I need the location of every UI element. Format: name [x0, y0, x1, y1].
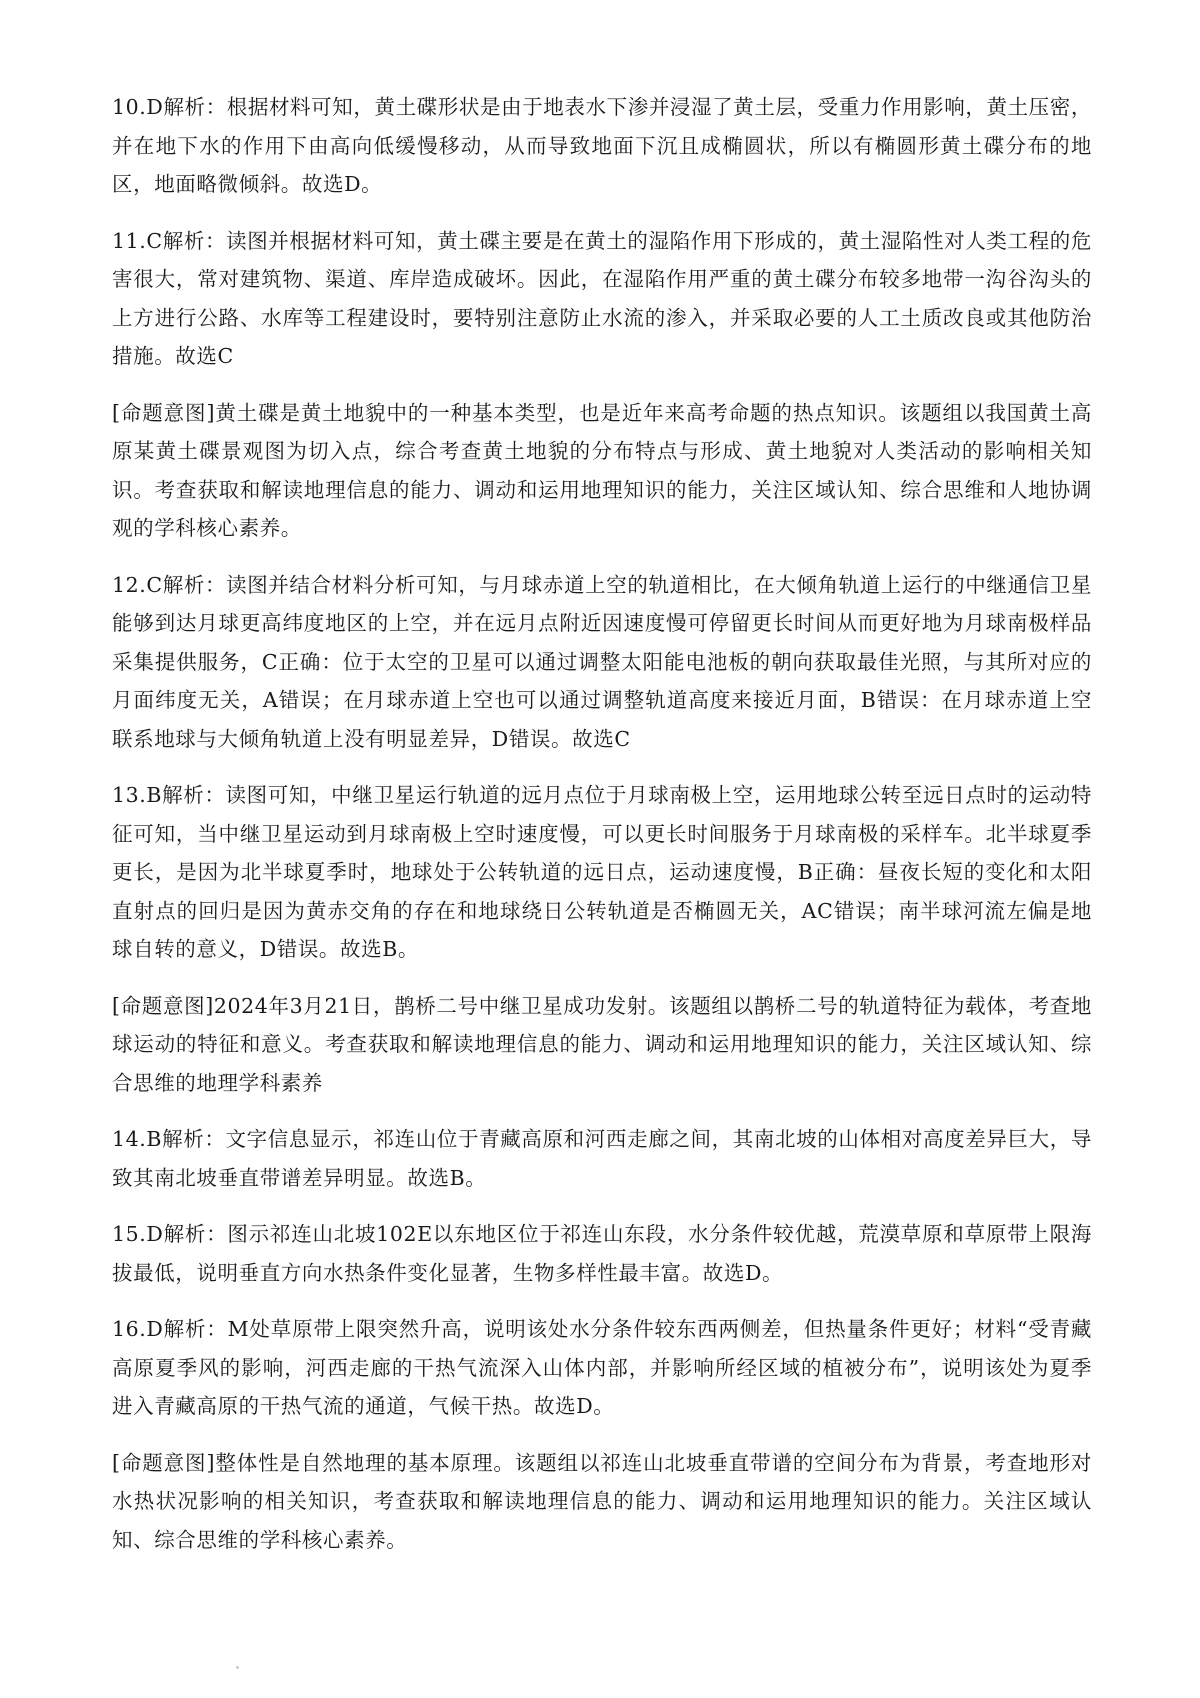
intent-note-loess-paragraph: [命题意图]黄土碟是黄土地貌中的一种基本类型，也是近年来高考命题的热点知识。该题组以我国黄土高原某黄土碟景观图为切入点，综合考查黄土地貌的分布特点与形成、黄土地貌对人类活动的影响相关知识。考查获取和解读地理信息的能力、调动和运用地理知识的能力，关注区域认知、综合思维和人地协调观的学科核心素养。 [112, 400, 1092, 540]
answer-16-paragraph: 16.D解析：M处草原带上限突然升高，说明该处水分条件较东西两侧差，但热量条件更好；材料“受青藏高原夏季风的影响，河西走廊的干热气流深入山体内部，并影响所经区域的植被分布”，说明该处为夏季进入青藏高原的干热气流的通道，气候干热。故选D。 [112, 1317, 1092, 1418]
intent-note-satellite-paragraph: [命题意图]2024年3月21日，鹊桥二号中继卫星成功发射。该题组以鹊桥二号的轨道特征为载体，考查地球运动的特征和意义。考查获取和解读地理信息的能力、调动和运用地理知识的能力，关注区域认知、综合思维的地理学科素养 [112, 993, 1092, 1095]
answer-13-paragraph: 13.B解析：读图可知，中继卫星运行轨道的远月点位于月球南极上空，运用地球公转至远日点时的运动特征可知，当中继卫星运动到月球南极上空时速度慢，可以更长时间服务于月球南极的采样车。北半球夏季更长，是因为北半球夏季时，地球处于公转轨道的远日点，运动速度慢，B正确：昼夜长短的变化和太阳直射点的回归是因为黄赤交角的存在和地球绕日公转轨道是否椭圆无关，AC错误；南半球河流左偏是地球自转的意义，D错误。故选B。 [112, 783, 1092, 961]
answer-11-paragraph: 11.C解析：读图并根据材料可知，黄土碟主要是在黄土的湿陷作用下形成的，黄土湿陷性对人类工程的危害很大，常对建筑物、渠道、库岸造成破坏。因此，在湿陷作用严重的黄土碟分布较多地带一沟谷沟头的上方进行公路、水库等工程建设时，要特别注意防止水流的渗入，并采取必要的人工土质改良或其他防治措施。故选C [112, 228, 1092, 368]
intent-note-qilian-paragraph: [命题意图]整体性是自然地理的基本原理。该题组以祁连山北坡垂直带谱的空间分布为背景，考查地形对水热状况影响的相关知识，考查获取和解读地理信息的能力、调动和运用地理知识的能力。关注区域认知、综合思维的学科核心素养。 [112, 1450, 1092, 1552]
answer-15-paragraph: 15.D解析：图示祁连山北坡102E以东地区位于祁连山东段，水分条件较优越，荒漠草原和草原带上限海拔最低，说明垂直方向水热条件变化显著，生物多样性最丰富。故选D。 [112, 1222, 1092, 1285]
answer-10-paragraph: 10.D解析：根据材料可知，黄土碟形状是由于地表水下渗并浸湿了黄土层，受重力作用影响，黄土压密，并在地下水的作用下由高向低缓慢移动，从而导致地面下沉且成椭圆状，所以有椭圆形黄土碟分布的地区，地面略微倾斜。故选D。 [112, 95, 1092, 196]
footer-dot [236, 1666, 239, 1669]
answer-12-paragraph: 12.C解析：读图并结合材料分析可知，与月球赤道上空的轨道相比，在大倾角轨道上运行的中继通信卫星能够到达月球更高纬度地区的上空，并在远月点附近因速度慢可停留更长时间从而更好地为月球南极样品采集提供服务，C正确：位于太空的卫星可以通过调整太阳能电池板的朝向获取最佳光照，与其所对应的月面纬度无关，A错误；在月球赤道上空也可以通过调整轨道高度来接近月面，B错误：在月球赤道上空联系地球与大倾角轨道上没有明显差异，D错误。故选C [112, 572, 1092, 751]
answer-14-paragraph: 14.B解析：文字信息显示，祁连山位于青藏高原和河西走廊之间，其南北坡的山体相对高度差异巨大，导致其南北坡垂直带谱差异明显。故选B。 [112, 1127, 1092, 1190]
